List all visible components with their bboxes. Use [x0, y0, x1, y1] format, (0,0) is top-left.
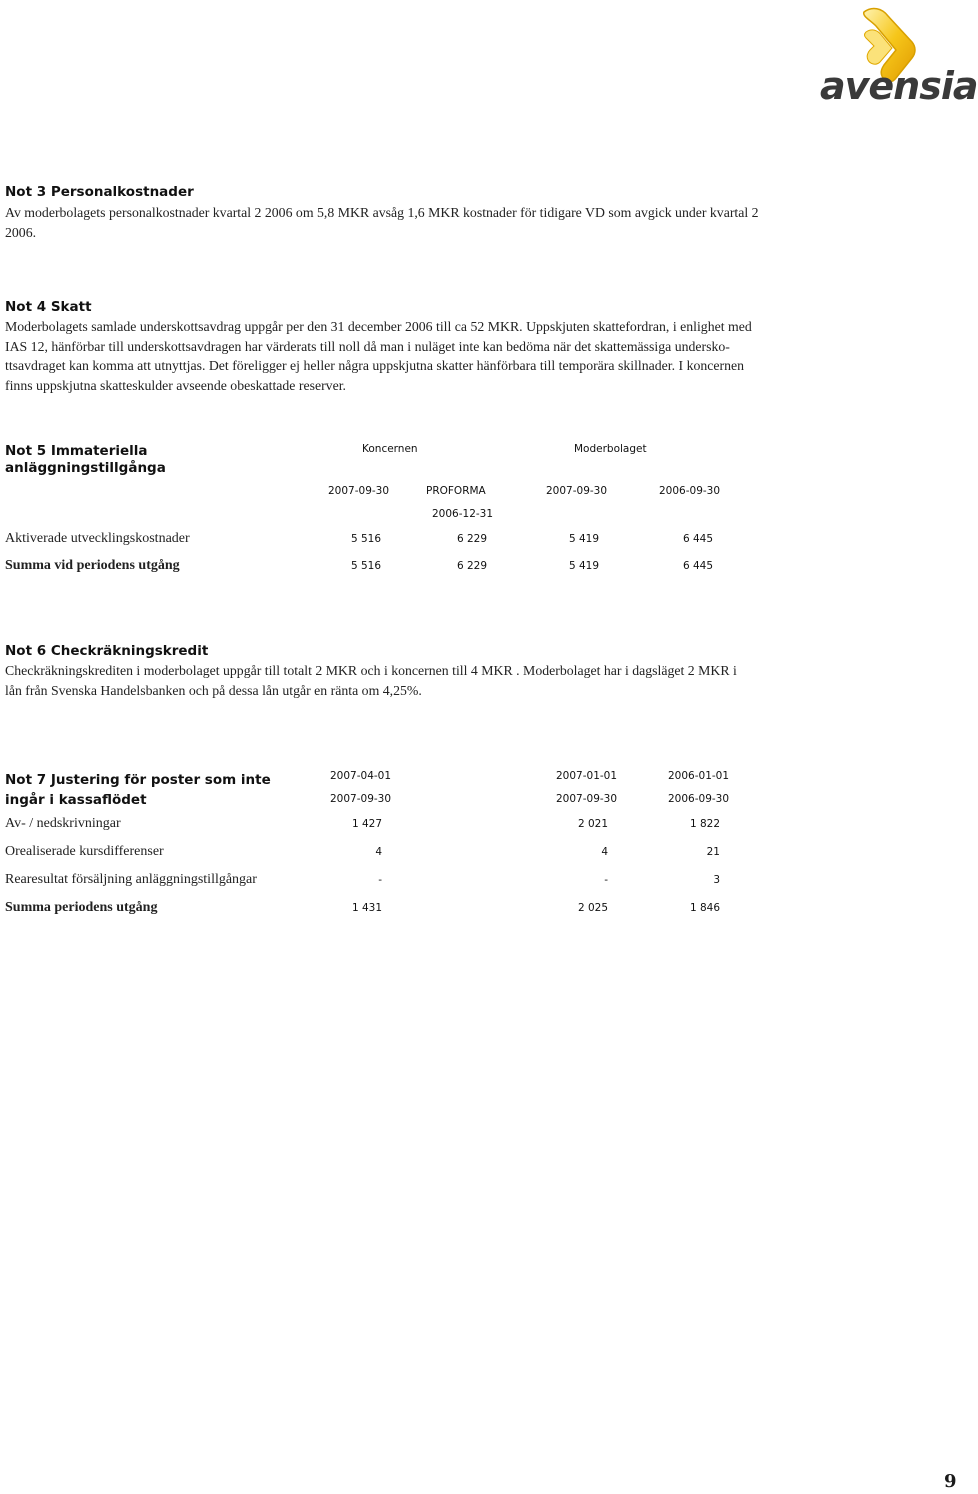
not7-cell: 1 822: [689, 818, 720, 830]
not7-col-from: 2007-01-01: [556, 770, 618, 782]
not4-line: finns uppskjutna skatteskulder avseende obeskattade reserver.: [5, 377, 346, 393]
not5-row-label: Summa vid periodens utgång: [5, 558, 180, 573]
not5-col-header: PROFORMA: [426, 485, 486, 497]
not7-col-to: 2007-09-30: [330, 793, 392, 805]
not7-cell: 1 427: [351, 818, 382, 830]
not5-cell: 5 516: [350, 560, 381, 572]
not7-cell: 4: [601, 846, 608, 858]
logo-text: avensia: [820, 64, 978, 108]
not3-line: 2006.: [5, 224, 37, 240]
not5-col-header: 2007-09-30: [328, 485, 390, 497]
not5-group-moderbolaget: Moderbolaget: [574, 443, 647, 455]
not7-cell: 3: [713, 874, 720, 886]
not5-row-label: Aktiverade utvecklingskostnader: [5, 531, 190, 546]
not7-row-label: Orealiserade kursdifferenser: [5, 844, 164, 859]
not5-col-header: 2007-09-30: [546, 485, 608, 497]
not5-cell: 6 229: [456, 560, 487, 572]
not7-col-to: 2006-09-30: [668, 793, 730, 805]
not7-heading: [5, 770, 271, 810]
not5-col-header: 2006-09-30: [659, 485, 721, 497]
not7-cell: -: [378, 874, 382, 886]
not7-col-to: 2007-09-30: [556, 793, 618, 805]
not5-cell: 6 445: [682, 533, 713, 545]
avensia-logo: [812, 2, 978, 112]
not7-col-from: 2006-01-01: [668, 770, 730, 782]
not7-col-from: 2007-04-01: [330, 770, 392, 782]
not5-cell: 5 419: [568, 560, 599, 572]
not7-cell: 21: [706, 846, 720, 858]
not3-line: Av moderbolagets personalkostnader kvartal 2 2006 om 5,8 MKR avsåg 1,6 MKR kostnader för tidigare VD som avgick under kvartal 2: [5, 205, 759, 220]
not7-heading-line: ingår i kassaflödet: [5, 792, 147, 808]
not4-line: ttsavdraget kan komma att utnyttjas. Det föreligger ej heller några uppskjutna skatter hänförbara till temporära skillnader. I koncernen: [5, 358, 745, 373]
not7-cell: 4: [375, 846, 382, 858]
not4-body: [5, 317, 935, 395]
not5-cell: 5 419: [568, 533, 599, 545]
not7-cell: -: [604, 874, 608, 886]
not7-cell: 1 431: [351, 902, 382, 914]
not6-line: Checkräkningskrediten i moderbolaget uppgår till totalt 2 MKR och i koncernen till 4 MKR . Moderbolaget har i dagsläget 2 MKR i: [5, 663, 737, 678]
not5-heading-line: anläggningstillgånga: [5, 460, 166, 476]
not5-cell: 6 445: [682, 560, 713, 572]
not7-heading-line: Not 7 Justering för poster som inte: [5, 772, 271, 788]
page-number: 9: [944, 1471, 957, 1492]
not7-row-label: Summa periodens utgång: [5, 900, 158, 915]
not7-row-label: Rearesultat försäljning anläggningstillgångar: [5, 872, 257, 887]
not7-row-label: Av- / nedskrivningar: [5, 816, 121, 831]
not7-cell: 2 021: [577, 818, 608, 830]
not4-line: IAS 12, hänförbar till underskottsavdragen har värderats till noll då man i nuläget inte kan bedöma när det skattemässiga undersko-: [5, 338, 730, 354]
not6-heading: Not 6 Checkräkningskredit: [5, 643, 209, 659]
not5-heading: [5, 443, 166, 477]
not5-cell: 5 516: [350, 533, 381, 545]
not6-line: lån från Svenska Handelsbanken och på dessa lån utgår en ränta om 4,25%.: [5, 682, 422, 698]
not6-body: [5, 661, 935, 700]
not7-cell: 2 025: [577, 902, 608, 914]
not3-heading: Not 3 Personalkostnader: [5, 184, 194, 200]
not4-line: Moderbolagets samlade underskottsavdrag uppgår per den 31 december 2006 till ca 52 MKR. Uppskjuten skattefordran, i enlighet med: [5, 319, 752, 334]
not5-col-subheader: 2006-12-31: [432, 508, 494, 520]
not5-cell: 6 229: [456, 533, 487, 545]
not7-cell: 1 846: [689, 902, 720, 914]
not3-body: [5, 203, 925, 242]
not5-heading-line: Not 5 Immateriella: [5, 443, 148, 459]
not4-heading: Not 4 Skatt: [5, 299, 92, 315]
not5-group-koncernen: Koncernen: [362, 443, 418, 455]
